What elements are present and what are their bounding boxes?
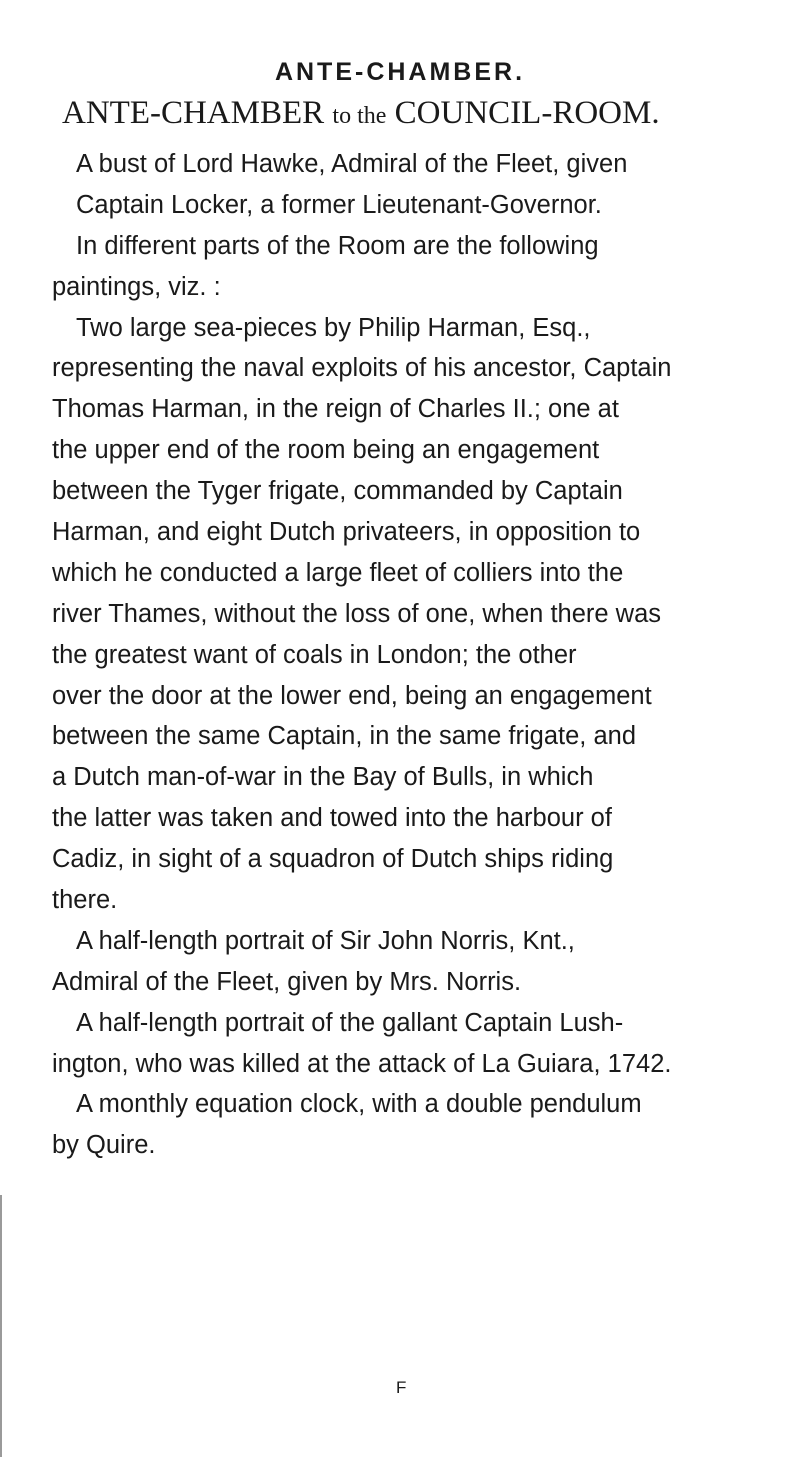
title-part-2: COUNCIL-ROOM.: [394, 95, 660, 131]
text-line: over the door at the lower end, being an engagement: [52, 681, 652, 710]
text-line: Cadiz, in sight of a squadron of Dutch ships riding: [52, 845, 614, 874]
text-line: A bust of Lord Hawke, Admiral of the Fleet, given: [76, 150, 628, 178]
text-line: A half-length portrait of the gallant Captain Lush-: [76, 1008, 624, 1037]
text-line: ington, who was killed at the attack of La Guiara, 1742.: [52, 1049, 672, 1078]
text-line: which he conducted a large fleet of colliers into the: [52, 558, 624, 587]
text-line: representing the naval exploits of his ancestor, Captain: [52, 354, 672, 383]
text-line: paintings, viz. :: [52, 272, 221, 301]
text-line: by Quire.: [52, 1131, 156, 1160]
title-part-1: ANTE-CHAMBER: [62, 95, 325, 131]
text-line: A half-length portrait of Sir John Norris, Knt.,: [76, 926, 575, 955]
text-line: river Thames, without the loss of one, when there was: [52, 599, 661, 628]
signature-mark: F: [396, 1378, 407, 1397]
text-line: Thomas Harman, in the reign of Charles II.; one at: [52, 395, 619, 424]
body-text: [52, 144, 772, 1166]
text-line: In different parts of the Room are the following: [76, 231, 599, 260]
title-connector: to the: [332, 103, 387, 129]
text-line: the upper end of the room being an engagement: [52, 436, 600, 465]
text-line: A monthly equation clock, with a double pendulum: [76, 1090, 642, 1119]
text-line: the latter was taken and towed into the harbour of: [52, 804, 612, 833]
page-edge-rule: [0, 1195, 2, 1457]
text-line: Two large sea-pieces by Philip Harman, Esq.,: [76, 313, 591, 342]
text-line: Harman, and eight Dutch privateers, in opposition to: [52, 518, 641, 547]
text-line: Captain Locker, a former Lieutenant-Governor.: [76, 190, 602, 219]
text-line: between the Tyger frigate, commanded by Captain: [52, 477, 623, 506]
text-line: the greatest want of coals in London; the other: [52, 640, 577, 669]
text-line: between the same Captain, in the same frigate, and: [52, 722, 637, 751]
running-head: ANTE-CHAMBER.: [274, 58, 526, 86]
section-title: [62, 95, 762, 132]
text-line: a Dutch man-of-war in the Bay of Bulls, in which: [52, 763, 594, 792]
text-line: there.: [52, 886, 118, 915]
text-line: Admiral of the Fleet, given by Mrs. Norris.: [52, 967, 522, 996]
